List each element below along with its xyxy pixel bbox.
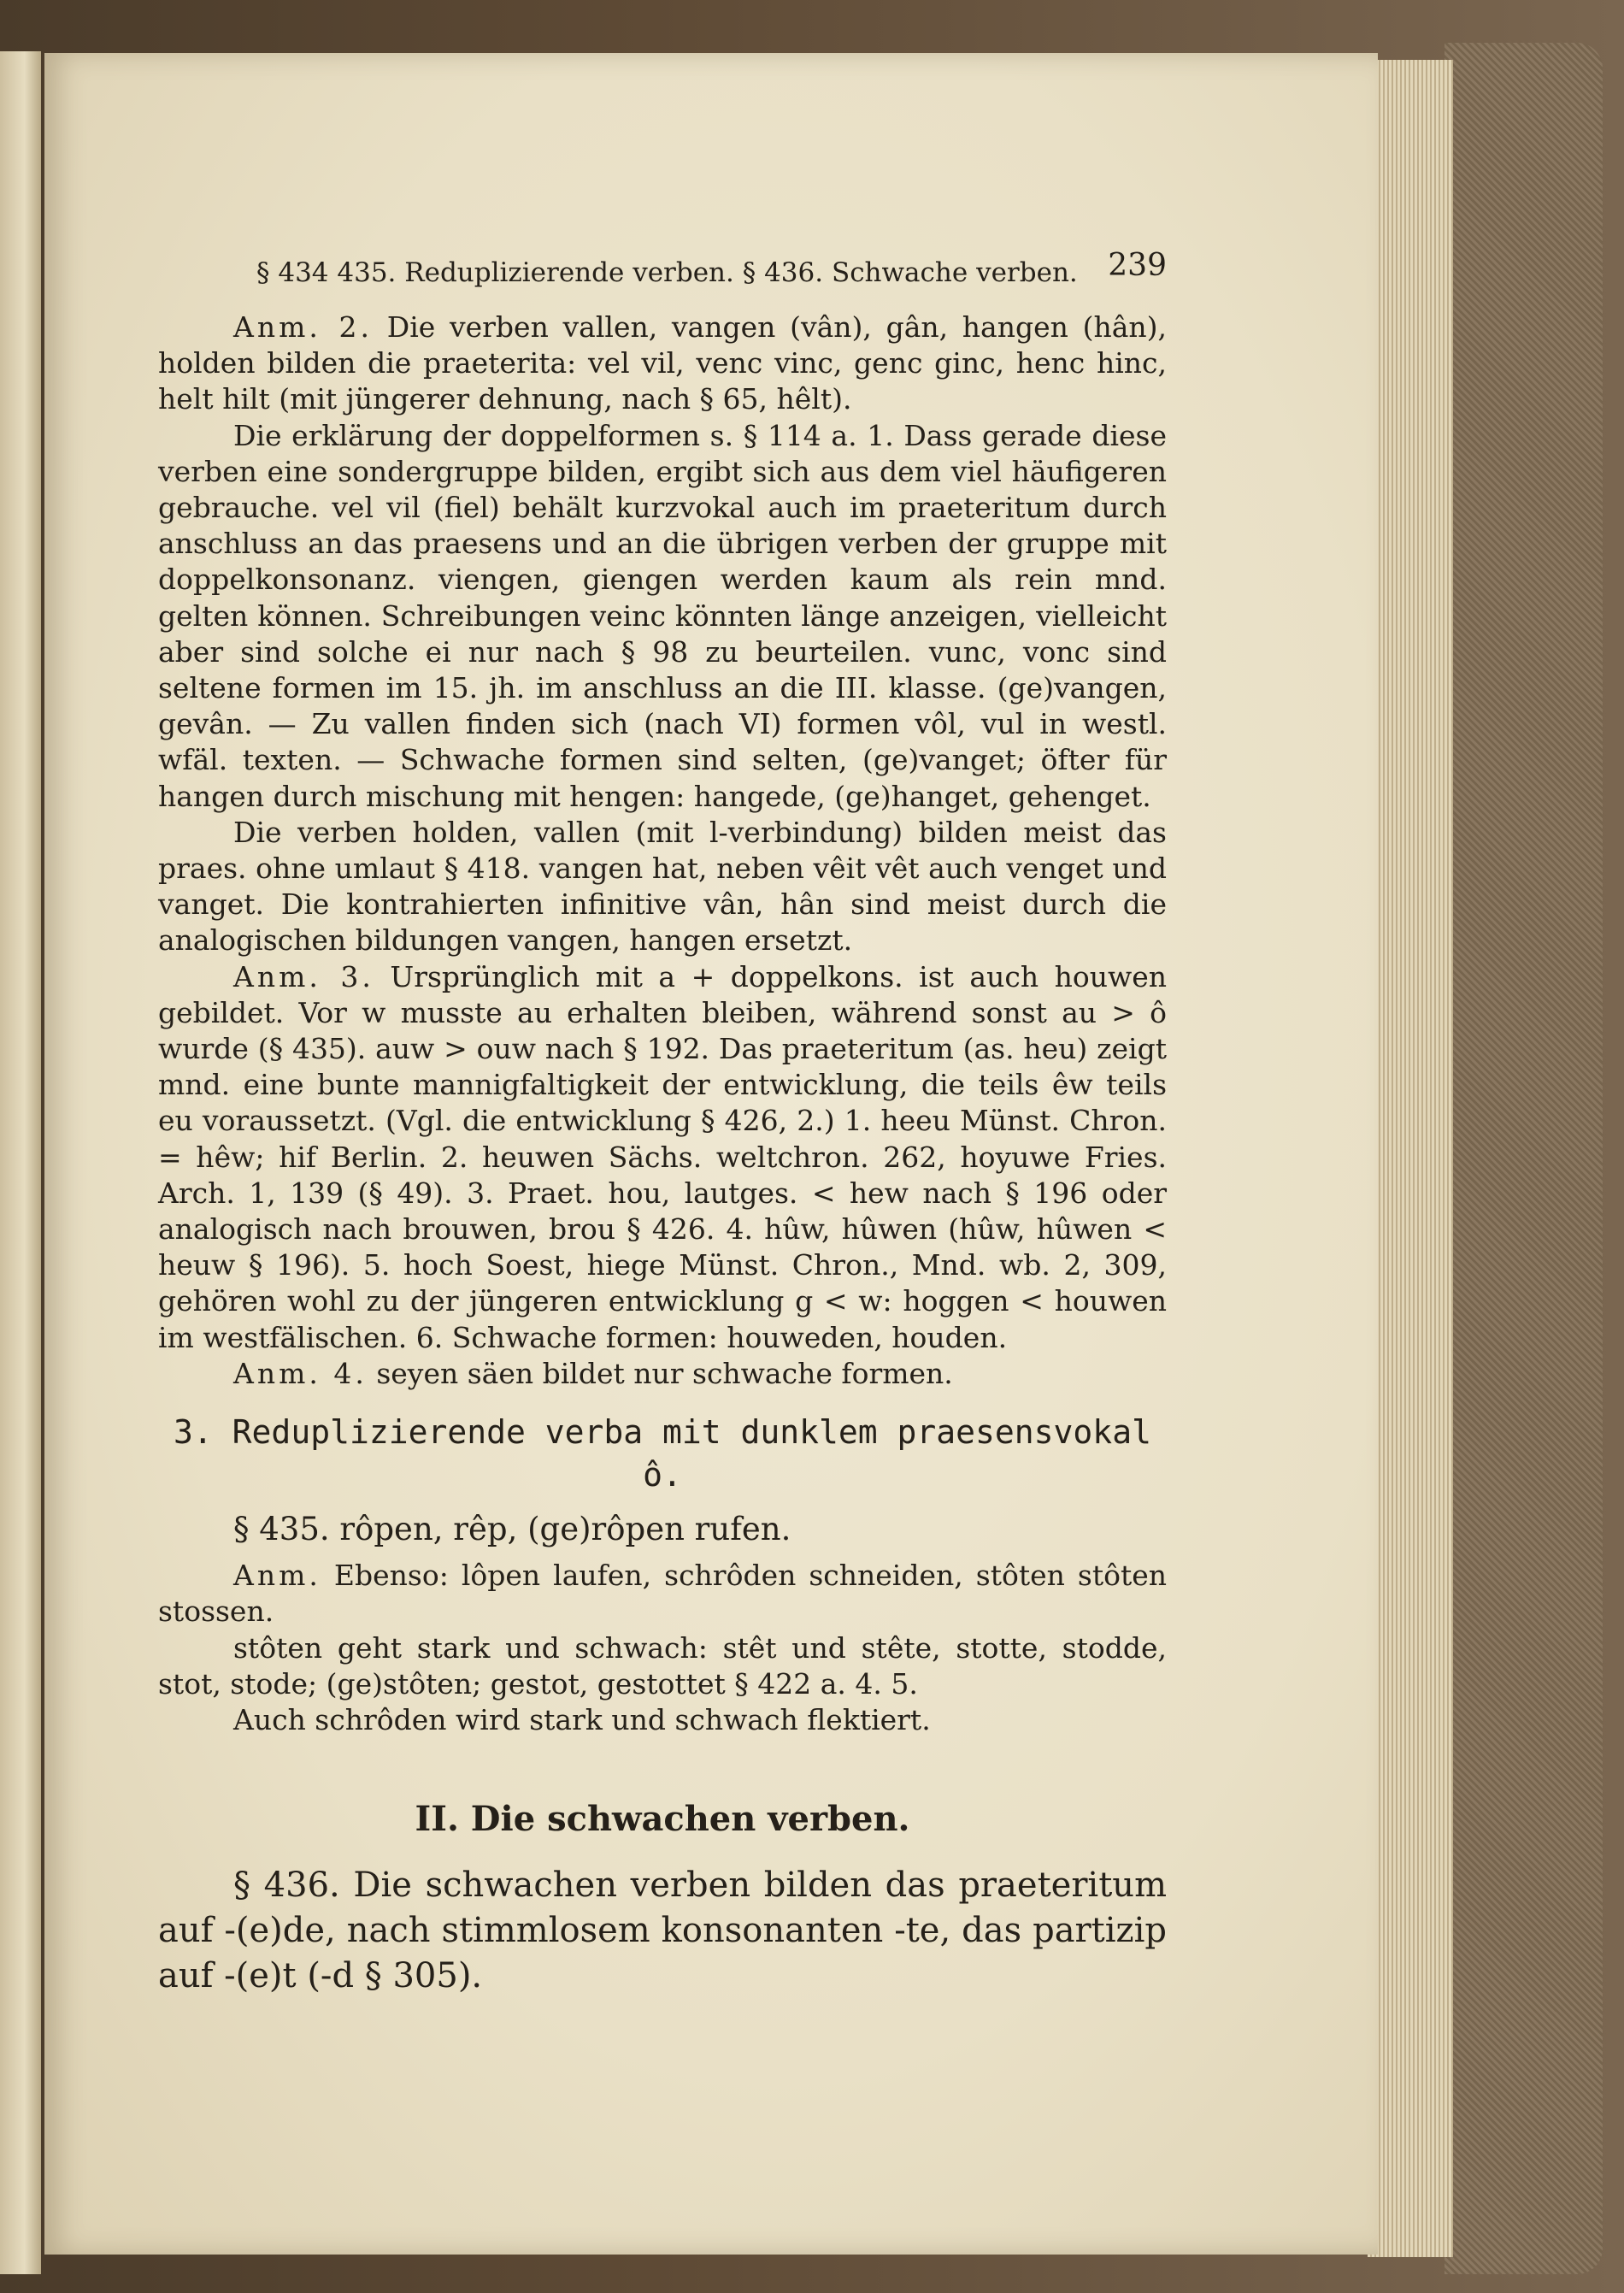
anm-2-text: Die verben vallen, vangen (vân), gân, hangen (hân), holden bilden die praeterita: vel vil, venc vinc, genc ginc, henc hinc, helt hilt (mit jüngerer dehnung, nach § 65, hêlt). <box>158 310 1167 416</box>
section-2-heading: II. Die schwachen verben. <box>415 1799 910 1840</box>
page-number: 239 <box>1108 248 1167 283</box>
paragraph-schroeden: Auch schrôden wird stark und schwach flektiert. <box>233 1702 931 1736</box>
page-header <box>158 248 1167 299</box>
anm-2-label: Anm. 2. <box>233 310 374 344</box>
anm-2 <box>158 309 1167 418</box>
paragraph-erklaerung: Die erklärung der doppelformen s. § 114 a. 1. Dass gerade diese verben eine sondergruppe bilden, ergibt sich aus dem viel häufigeren gebrauche. vel vil (fiel) behält kurzvokal auch im praeteritum durch anschluss an das praesens und an die übrigen verben der gruppe mit doppelkonsonanz. viengen, giengen werden kaum als rein mnd. gelten können. Schreibungen veinc könnten länge anzeigen, vielleicht aber sind solche ei nur nach § 98 zu beurteilen. vunc, vonc sind seltene formen im 15. jh. im anschluss an die III. klasse. (ge)vangen, gevân. — Zu vallen finden sich (nach VI) formen vôl, vul in westl. wfäl. texten. — Schwache formen sind selten, (ge)vanget; öfter für hangen durch mischung mit hengen: hangede, (ge)hanget, gehenget. <box>158 418 1167 813</box>
anm-435 <box>158 1558 1167 1630</box>
page-stack <box>1368 60 1453 2257</box>
left-page-edge <box>0 51 41 2274</box>
anm-3-label: Anm. 3. <box>233 959 374 993</box>
anm-3 <box>158 959 1167 1356</box>
anm-4 <box>158 1356 1167 1392</box>
anm-4-text: seyen säen bildet nur schwache formen. <box>376 1356 953 1390</box>
page-text <box>158 248 1167 1999</box>
anm-3-text: Ursprünglich mit a + doppelkons. ist auch houwen gebildet. Vor w musste au erhalten bleiben, während sonst au > ô wurde (§ 435). auw > ouw nach § 192. Das praeteritum (as. heu) zeigt mnd. eine bunte mannigfaltigkeit der entwicklung, die teils êw teils eu voraussetzt. (Vgl. die entwicklung § 426, 2.) 1. heeu Münst. Chron. = hêw; hif Berlin. 2. heuwen Sächs. weltchron. 262, hoyuwe Fries. Arch. 1, 139 (§ 49). 3. Praet. hou, lautges. < hew nach § 196 oder analogisch nach brouwen, brou § 426. 4. hûw, hûwen (hûw, hûwen < heuw § 196). 5. hoch Soest, hiege Münst. Chron., Mnd. wb. 2, 309, gehören wohl zu der jüngeren entwicklung g < w: hoggen < houwen im westfälischen. 6. Schwache formen: houweden, houden. <box>158 959 1167 1354</box>
anm-435-label: Anm. <box>233 1559 321 1593</box>
running-title: § 434 435. Reduplizierende verben. § 436. Schwache verben. <box>256 257 1078 288</box>
anm-4-label: Anm. 4. <box>233 1356 368 1390</box>
paragraph-436: § 436. Die schwachen verben bilden das praeteritum auf -(e)de, nach stimmlosem konsonanten -te, das partizip auf -(e)t (-d § 305). <box>158 1866 1167 1996</box>
paragraph-435: § 435. rôpen, rêp, (ge)rôpen rufen. <box>233 1511 791 1548</box>
anm-435-text: Ebenso: lôpen laufen, schrôden schneiden, stôten stôten stossen. <box>158 1559 1167 1629</box>
paragraph-stoeten: stôten geht stark und schwach: stêt und stête, stotte, stodde, stot, stode; (ge)stôten; gestot, gestottet § 422 a. 4. 5. <box>158 1630 1167 1701</box>
cover-edge <box>1445 43 1603 2274</box>
paragraph-holden: Die verben holden, vallen (mit l-verbindung) bilden meist das praes. ohne umlaut § 418. vangen hat, neben vêit vêt auch venget und vanget. Die kontrahierten infinitive vân, hân sind meist durch die analogischen bildungen vangen, hangen ersetzt. <box>158 815 1167 958</box>
section-3-heading: 3. Reduplizierende verba mit dunklem praesensvokal ô. <box>174 1413 1151 1494</box>
